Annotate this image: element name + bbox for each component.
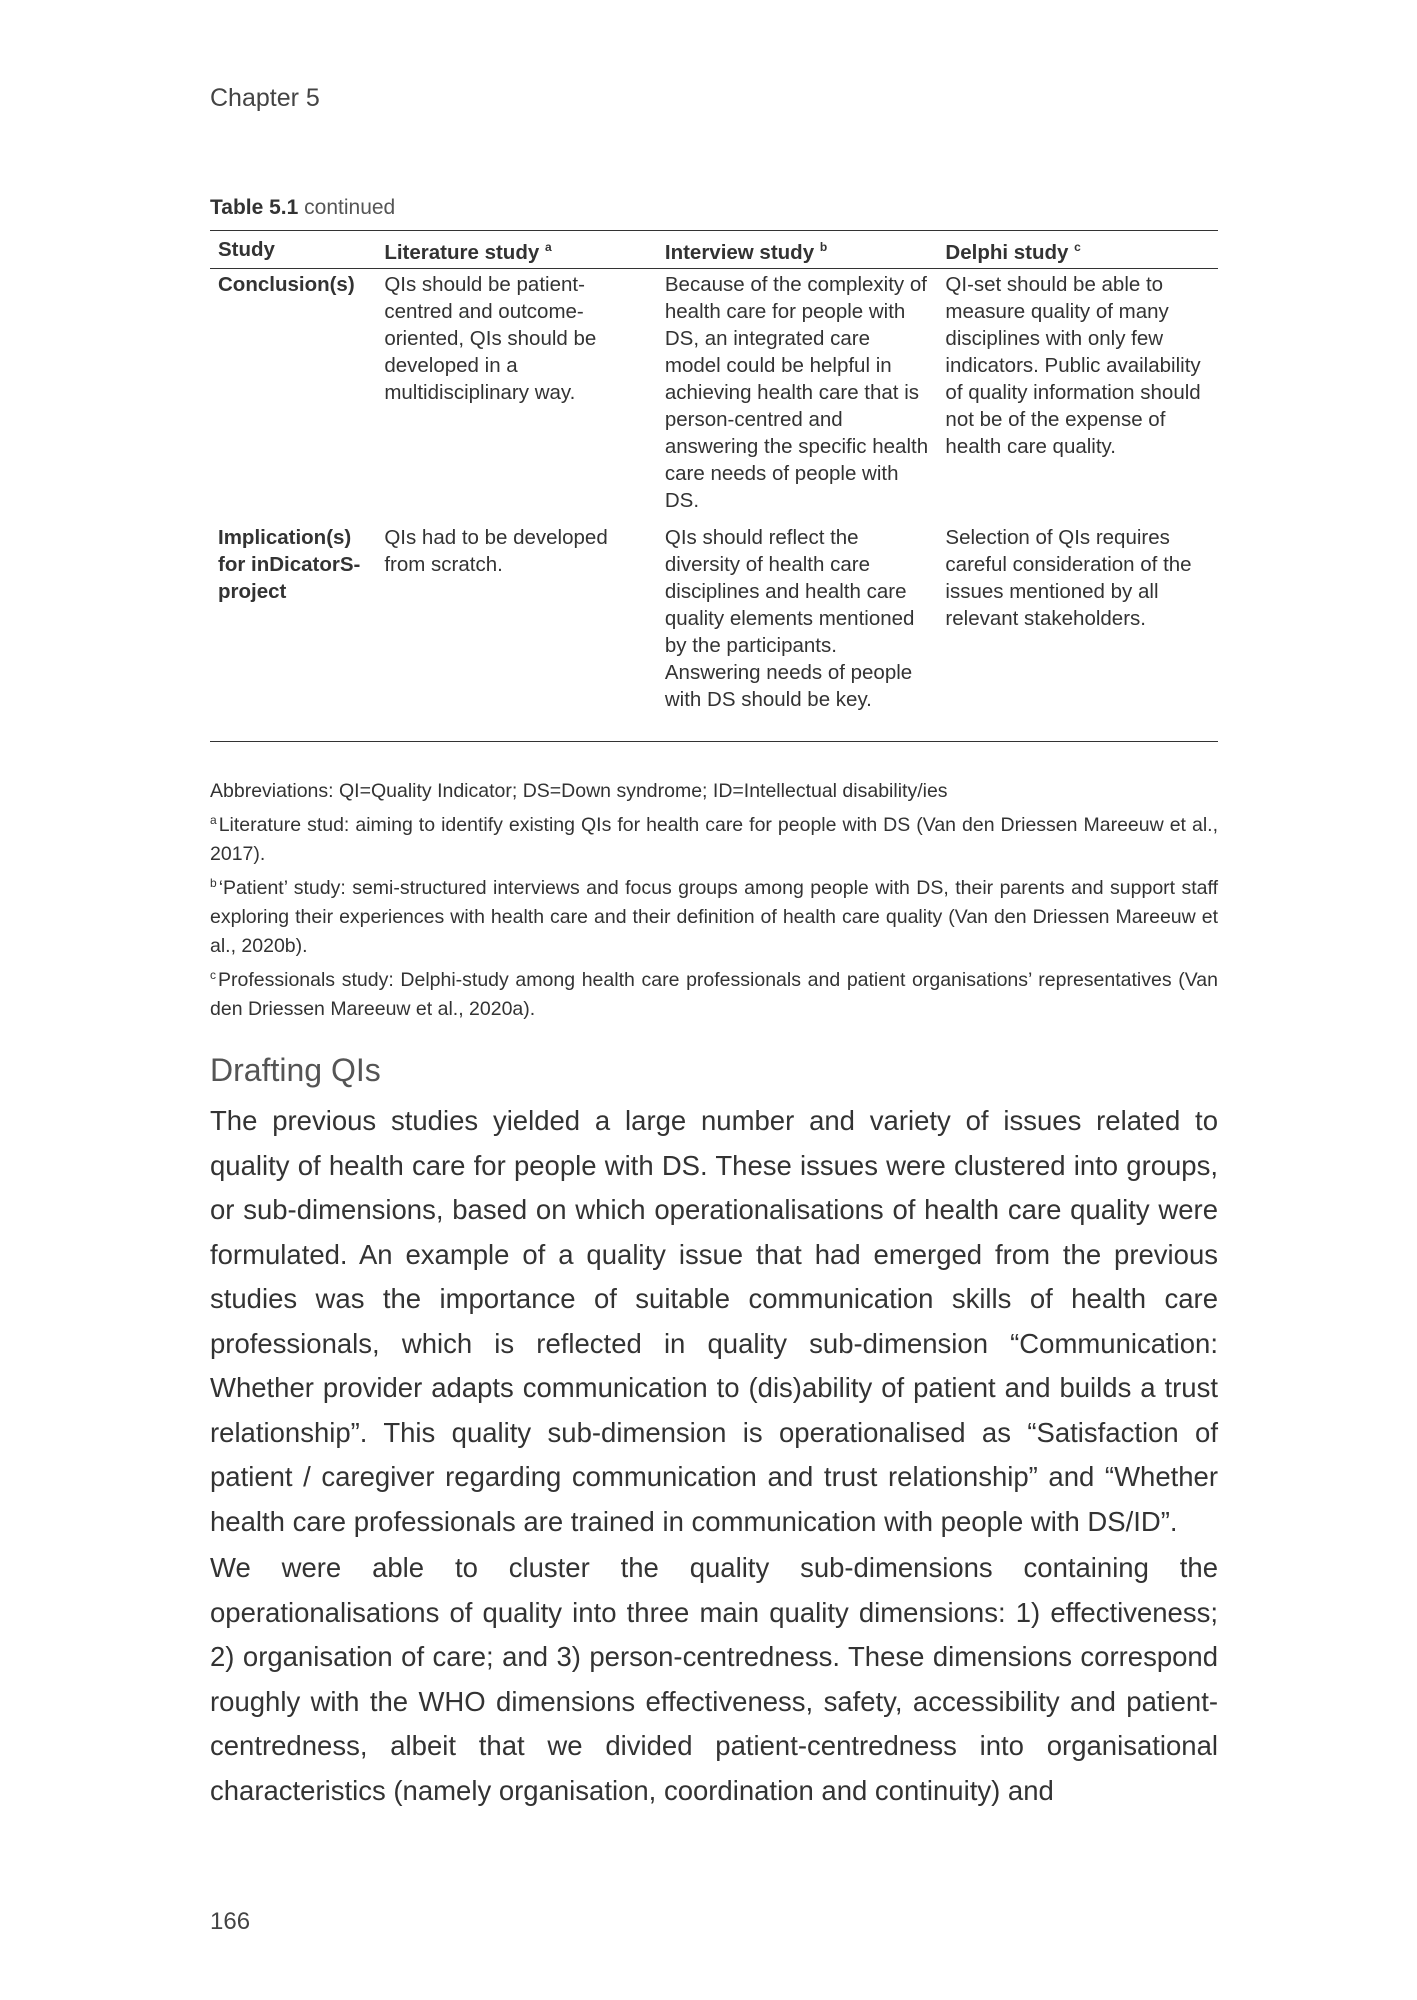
abbreviations-note: Abbreviations: QI=Quality Indicator; DS=Down syndrome; ID=Intellectual disability/ies (210, 780, 948, 802)
table-row-conclusions (210, 268, 1218, 522)
column-header-literature: Literature study $^a$ (384, 240, 552, 264)
comparison-table (210, 230, 1218, 742)
table-block (210, 196, 1218, 742)
cell-interview: Because of the complexity of health care for people with DS, an integrated care model could be helpful in achieving health care that is person-centred and answering the specific health care needs of people with DS. (664, 272, 929, 512)
footnote-mark: b (210, 876, 217, 890)
body-text (210, 1099, 1218, 1815)
table-caption (210, 196, 1218, 220)
row-header: Conclusion(s) (218, 272, 355, 296)
row-header: Implication(s) for inDicatorS-project (218, 525, 361, 603)
table-caption-suffix: continued (298, 196, 396, 219)
cell-literature: QIs should be patient-centred and outcome-oriented, QIs should be developed in a multidisciplinary way. (384, 272, 597, 404)
paragraph: The previous studies yielded a large number and variety of issues related to quality of health care for people with DS. These issues were clustered into groups, or sub-dimensions, based on which operationalisations of health care quality were formulated. An example of a quality issue that had emerged from the previous studies was the importance of suitable communication skills of health care professionals, which is reflected in quality sub-dimension “Communication: Whether provider adapts communication to (dis)ability of patient and builds a trust relationship”. This quality sub-dimension is operationalised as “Satisfaction of patient / caregiver regarding communication and trust relationship” and “Whether health care professionals are trained in communication with people with DS/ID”. (210, 1105, 1218, 1537)
table-caption-label: Table 5.1 (210, 196, 299, 219)
section-heading: Drafting QIs (210, 1052, 381, 1088)
cell-delphi: Selection of QIs requires careful consideration of the issues mentioned by all relevant stakeholders. (945, 525, 1192, 630)
footnote-mark: a (210, 813, 217, 827)
cell-interview: QIs should reflect the diversity of health care disciplines and health care quality elements mentioned by the participants. Answering needs of people with DS should be key. (664, 525, 915, 711)
cell-literature: QIs had to be developed from scratch. (384, 525, 608, 576)
footnote-c: $^c$ Professionals study: Delphi-study among health care professionals and patient organisations’ representatives (Van den Driessen Mareeuw et al., 2020a). (210, 968, 1218, 1020)
footnote-mark: b (819, 240, 828, 254)
table-row-implications (210, 522, 1218, 742)
paragraph: We were able to cluster the quality sub-dimensions containing the operationalisations of quality into three main quality dimensions: 1) effectiveness; 2) organisation of care; and 3) person-centredness. These dimensions correspond roughly with the WHO dimensions effectiveness, safety, accessibility and patient-centredness, albeit that we divided patient-centredness into organisational characteristics (namely organisation, coordination and continuity) and (210, 1552, 1218, 1806)
running-head: Chapter 5 (210, 84, 320, 112)
footnote-mark: c (210, 968, 216, 982)
footnote-b: $^b$ ‘Patient’ study: semi-structured interviews and focus groups among people with DS, their parents and support staff exploring their experiences with health care and their definition of health care quality (Van den Driessen Mareeuw et al., 2020b). (210, 876, 1218, 957)
table-header-row (210, 231, 1218, 269)
column-header-interview: Interview study $^b$ (664, 240, 828, 264)
footnote-mark: c (1074, 240, 1081, 254)
footnote-a: $^a$ Literature stud: aiming to identify existing QIs for health care for people with DS (Van den Driessen Mareeuw et al., 2017). (210, 813, 1218, 865)
cell-delphi: QI-set should be able to measure quality of many disciplines with only few indicators. Public availability of quality information should not be of the expense of health care quality. (945, 272, 1201, 458)
column-header-study: Study (218, 238, 275, 262)
table-notes (210, 777, 1218, 1024)
footnote-mark: a (544, 240, 552, 254)
page-number: 166 (210, 1908, 251, 1935)
column-header-delphi: Delphi study $^c$ (945, 240, 1081, 264)
